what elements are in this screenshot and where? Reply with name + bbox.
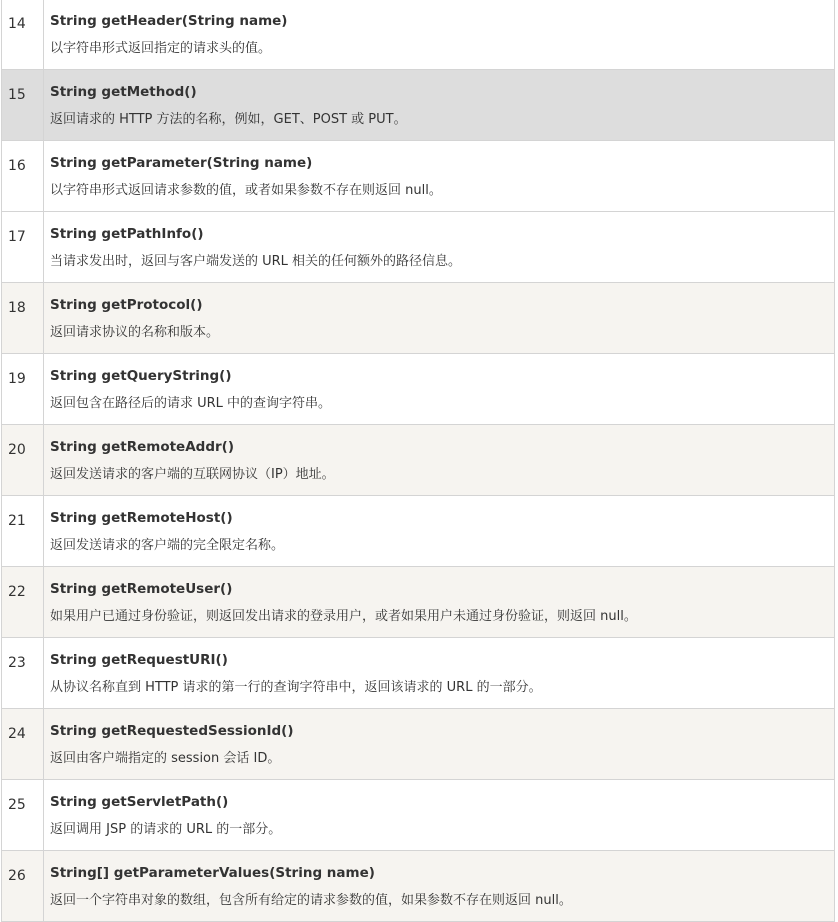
table-row (2, 851, 835, 922)
row-description-cell (44, 496, 835, 567)
row-description-cell (44, 141, 835, 212)
row-description-cell (44, 851, 835, 922)
table-row (2, 425, 835, 496)
method-signature: String getMethod() (50, 84, 197, 100)
row-number: 16 (2, 141, 44, 212)
method-signature: String getRequestURI() (50, 652, 228, 668)
row-description-cell (44, 425, 835, 496)
method-signature: String[] getParameterValues(String name) (50, 865, 375, 881)
table-row (2, 709, 835, 780)
method-description: 如果用户已通过身份验证，则返回发出请求的登录用户，或者如果用户未通过身份验证，则返回 null。 (50, 609, 637, 624)
method-description: 返回一个字符串对象的数组，包含所有给定的请求参数的值，如果参数不存在则返回 null。 (50, 893, 572, 908)
method-description: 返回调用 JSP 的请求的 URL 的一部分。 (50, 822, 282, 837)
method-signature: String getRequestedSessionId() (50, 723, 294, 739)
row-number: 17 (2, 212, 44, 283)
row-description-cell (44, 780, 835, 851)
table-row (2, 283, 835, 354)
method-signature: String getRemoteHost() (50, 510, 233, 526)
row-number: 14 (2, 0, 44, 70)
method-description: 返回由客户端指定的 session 会话 ID。 (50, 751, 281, 766)
table-row (2, 354, 835, 425)
row-description-cell (44, 638, 835, 709)
method-signature: String getProtocol() (50, 297, 203, 313)
row-description-cell (44, 567, 835, 638)
row-description-cell (44, 212, 835, 283)
row-number: 20 (2, 425, 44, 496)
row-number: 18 (2, 283, 44, 354)
method-description: 以字符串形式返回指定的请求头的值。 (50, 41, 272, 56)
row-number: 23 (2, 638, 44, 709)
method-signature: String getPathInfo() (50, 226, 204, 242)
table-row (2, 496, 835, 567)
method-description: 返回请求协议的名称和版本。 (50, 325, 220, 340)
method-signature: String getRemoteUser() (50, 581, 233, 597)
row-number: 15 (2, 70, 44, 141)
row-number: 25 (2, 780, 44, 851)
table-row (2, 0, 835, 70)
table-row (2, 70, 835, 141)
method-description: 返回发送请求的客户端的互联网协议（IP）地址。 (50, 467, 335, 482)
row-number: 26 (2, 851, 44, 922)
row-number: 21 (2, 496, 44, 567)
row-number: 22 (2, 567, 44, 638)
method-table-body (2, 0, 835, 922)
row-number: 24 (2, 709, 44, 780)
table-row (2, 567, 835, 638)
row-description-cell (44, 0, 835, 70)
method-signature: String getQueryString() (50, 368, 232, 384)
method-signature: String getServletPath() (50, 794, 229, 810)
row-description-cell (44, 70, 835, 141)
row-description-cell (44, 283, 835, 354)
method-signature: String getParameter(String name) (50, 155, 313, 171)
method-table (1, 0, 835, 922)
method-description: 返回请求的 HTTP 方法的名称，例如，GET、POST 或 PUT。 (50, 112, 407, 127)
method-description: 从协议名称直到 HTTP 请求的第一行的查询字符串中，返回该请求的 URL 的一部分。 (50, 680, 542, 695)
method-description: 以字符串形式返回请求参数的值，或者如果参数不存在则返回 null。 (50, 183, 442, 198)
table-row (2, 141, 835, 212)
method-signature: String getHeader(String name) (50, 13, 288, 29)
row-description-cell (44, 709, 835, 780)
table-row (2, 638, 835, 709)
method-description: 当请求发出时，返回与客户端发送的 URL 相关的任何额外的路径信息。 (50, 254, 462, 269)
row-description-cell (44, 354, 835, 425)
method-signature: String getRemoteAddr() (50, 439, 234, 455)
method-description: 返回发送请求的客户端的完全限定名称。 (50, 538, 285, 553)
table-row (2, 780, 835, 851)
row-number: 19 (2, 354, 44, 425)
table-row (2, 212, 835, 283)
method-description: 返回包含在路径后的请求 URL 中的查询字符串。 (50, 396, 332, 411)
